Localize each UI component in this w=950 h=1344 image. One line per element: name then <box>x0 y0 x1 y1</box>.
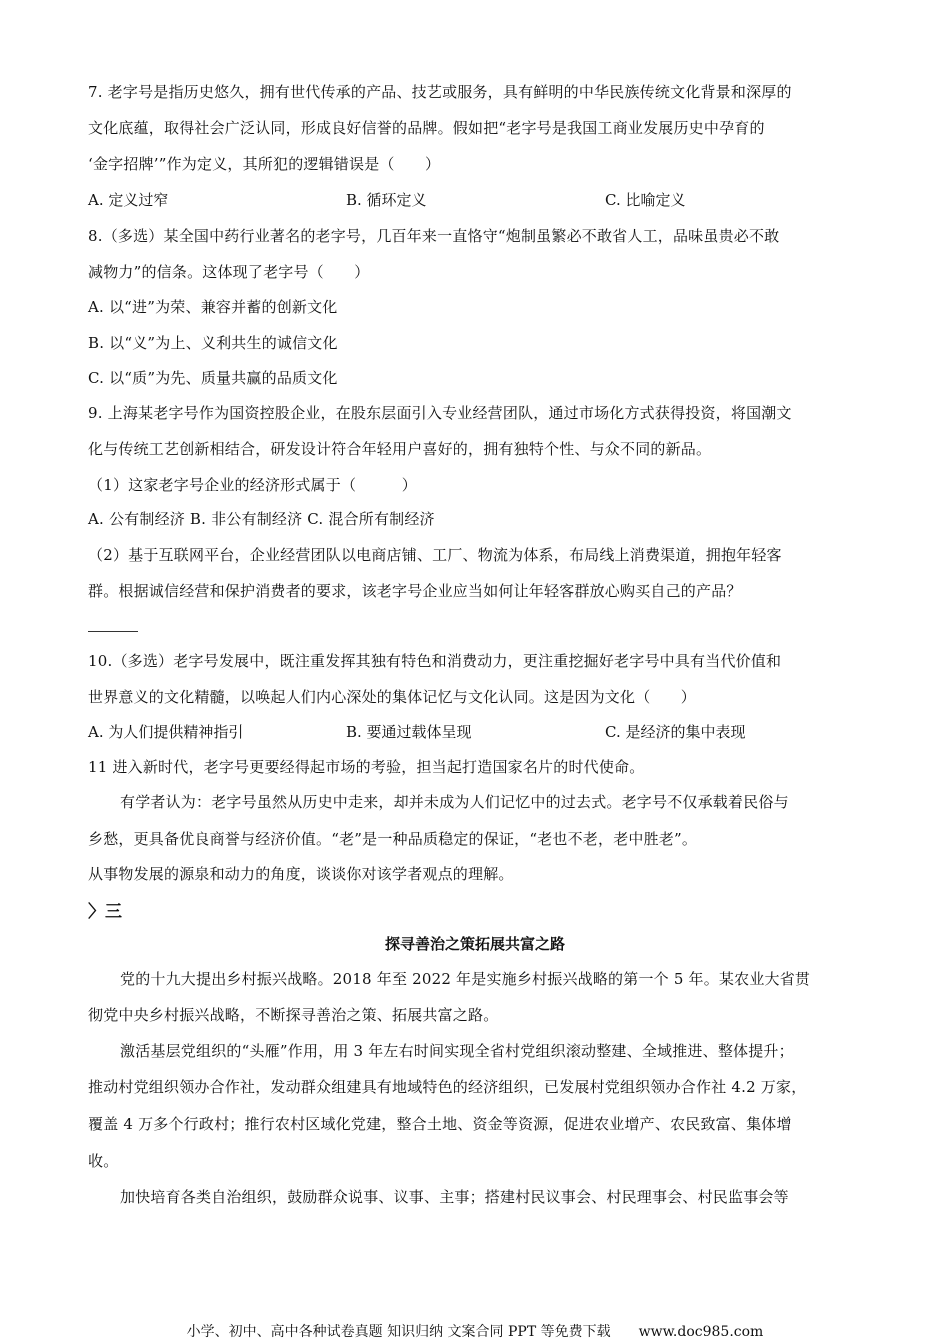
section-p3-line-1: 加快培育各类自治组织，鼓励群众说事、议事、主事；搭建村民议事会、村民理事会、村民监事会等 <box>120 1188 789 1206</box>
section-p2-line-4: 收。 <box>88 1152 119 1170</box>
q9-sub1-options: A. 公有制经济 B. 非公有制经济 C. 混合所有制经济 <box>88 510 435 528</box>
section-p2-line-2: 推动村党组织领办合作社，发动群众组建具有地域特色的经济组织，已发展村党组织领办合作社 4.2 万家， <box>88 1078 807 1096</box>
q10-line-2: 世界意义的文化精髓，以唤起人们内心深处的集体记忆与文化认同。这是因为文化（ ） <box>88 688 697 706</box>
section-title: 探寻善治之策拓展共富之路 <box>384 935 565 953</box>
q8-option-b: B. 以“义”为上、义利共生的诚信文化 <box>88 334 338 352</box>
section-three-marker: 〉三 <box>88 902 122 922</box>
q11-line-4: 从事物发展的源泉和动力的角度，谈谈你对该学者观点的理解。 <box>88 865 514 883</box>
answer-blank-line <box>88 631 138 632</box>
q8-option-a: A. 以“进”为荣、兼容并蓄的创新文化 <box>88 298 338 316</box>
q11-line-2: 有学者认为：老字号虽然从历史中走来，却并未成为人们记忆中的过去式。老字号不仅承载着民俗与 <box>120 793 789 811</box>
q8-line-2: 减物力”的信条。这体现了老字号（ ） <box>88 263 370 281</box>
section-p2-line-3: 覆盖 4 万多个行政村；推行农村区域化党建，整合土地、资金等资源，促进农业增产、农民致富、集体增 <box>88 1115 792 1133</box>
q9-sub2-line-2: 群。根据诚信经营和保护消费者的要求，该老字号企业应当如何让年轻客群放心购买自己的产品？ <box>88 582 742 600</box>
q8-line-1: 8.（多选）某全国中药行业著名的老字号，几百年来一直恪守“炮制虽繁必不敢省人工，品味虽贵必不敢 <box>88 227 780 245</box>
q9-sub1: （1）这家老字号企业的经济形式属于（ ） <box>88 476 417 494</box>
q10-option-a: A. 为人们提供精神指引 <box>88 723 244 741</box>
q10-line-1: 10.（多选）老字号发展中，既注重发挥其独有特色和消费动力，更注重挖掘好老字号中具有当代价值和 <box>88 652 782 670</box>
q7-option-c: C. 比喻定义 <box>605 191 686 209</box>
q9-line-1: 9. 上海某老字号作为国资控股企业，在股东层面引入专业经营团队，通过市场化方式获得投资，将国潮文 <box>88 404 792 422</box>
section-p2-line-1: 激活基层党组织的“头雁”作用，用 3 年左右时间实现全省村党组织滚动整建、全域推进、整体提升； <box>120 1042 794 1060</box>
section-p1-line-1: 党的十九大提出乡村振兴战略。2018 年至 2022 年是实施乡村振兴战略的第一个 5 年。某农业大省贯 <box>120 970 811 988</box>
q7-option-a: A. 定义过窄 <box>88 191 169 209</box>
q7-line-3: ‘金字招牌’”作为定义，其所犯的逻辑错误是（ ） <box>88 155 441 173</box>
q11-line-3: 乡愁，更具备优良商誉与经济价值。“老”是一种品质稳定的保证，“老也不老，老中胜老”。 <box>88 830 698 848</box>
q7-line-1: 7. 老字号是指历史悠久，拥有世代传承的产品、技艺或服务，具有鲜明的中华民族传统文化背景和深厚的 <box>88 83 792 101</box>
page-footer: 小学、初中、高中各种试卷真题 知识归纳 文案合同 PPT 等免费下载 www.doc985.com <box>186 1324 764 1340</box>
q7-option-b: B. 循环定义 <box>346 191 427 209</box>
q11-line-1: 11 进入新时代，老字号更要经得起市场的考验，担当起打造国家名片的时代使命。 <box>88 758 645 776</box>
q10-option-c: C. 是经济的集中表现 <box>605 723 746 741</box>
q8-option-c: C. 以“质”为先、质量共赢的品质文化 <box>88 369 338 387</box>
q9-sub2-line-1: （2）基于互联网平台，企业经营团队以电商店铺、工厂、物流为体系，布局线上消费渠道，拥抱年轻客 <box>88 546 782 564</box>
q9-line-2: 化与传统工艺创新相结合，研发设计符合年轻用户喜好的，拥有独特个性、与众不同的新品。 <box>88 440 712 458</box>
section-p1-line-2: 彻党中央乡村振兴战略，不断探寻善治之策、拓展共富之路。 <box>88 1006 499 1024</box>
q7-line-2: 文化底蕴，取得社会广泛认同，形成良好信誉的品牌。假如把“老字号是我国工商业发展历史中孕育的 <box>88 119 765 137</box>
q10-option-b: B. 要通过载体呈现 <box>346 723 472 741</box>
